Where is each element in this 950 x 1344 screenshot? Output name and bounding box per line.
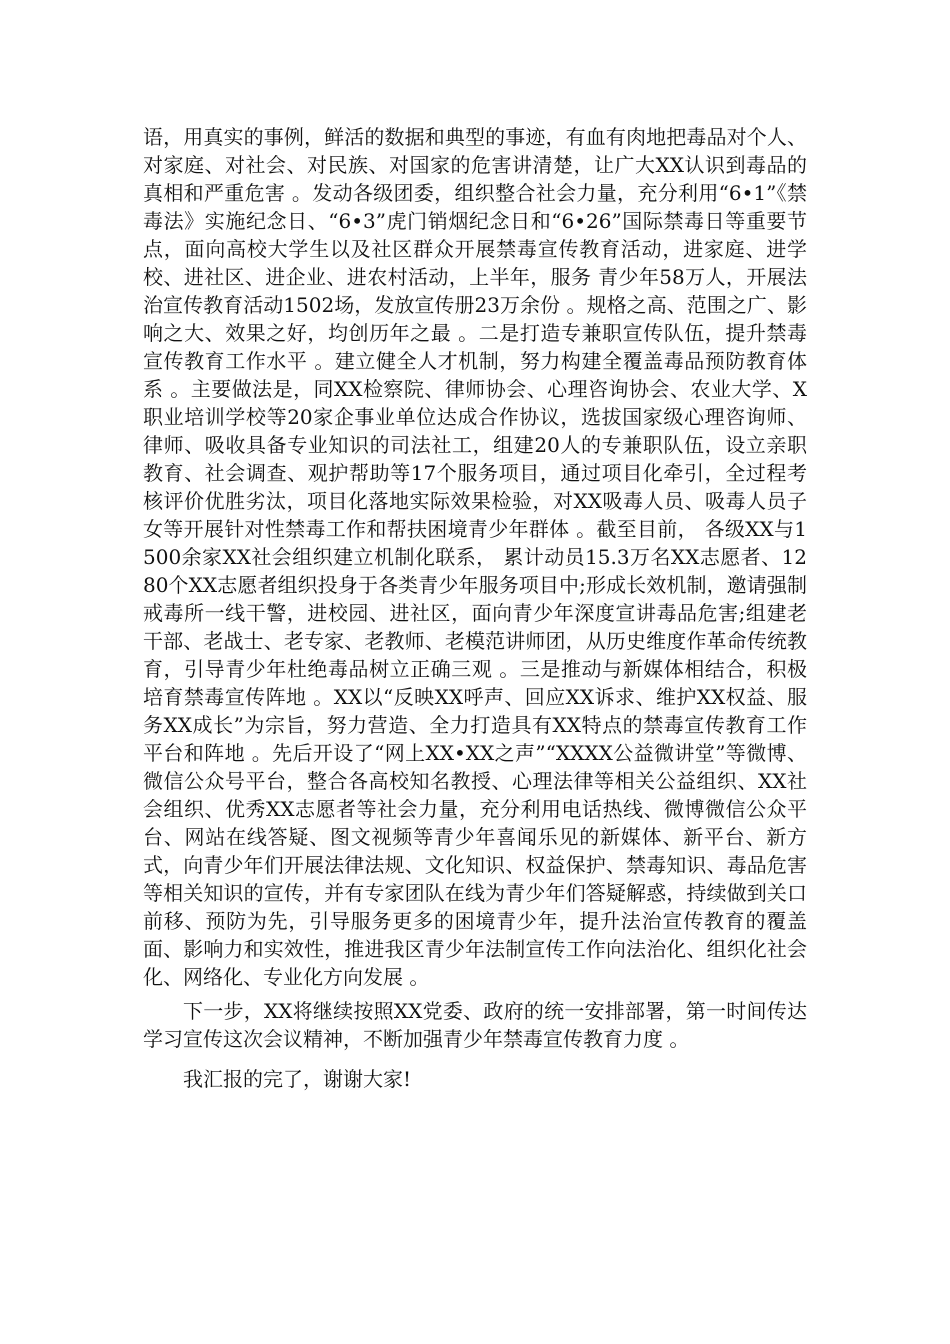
body-paragraph-next-steps: 下一步，XX将继续按照XX党委、政府的统一安排部署，第一时间传达学习宣传这次会议精神，不断加强青少年禁毒宣传教育力度 。 — [143, 999, 807, 1051]
document-body — [143, 123, 807, 1093]
closing-remark: 我汇报的完了，谢谢大家! — [183, 1067, 412, 1091]
body-paragraph-continuation: 语，用真实的事例，鲜活的数据和典型的事迹，有血有肉地把毒品对个人、对家庭、对社会、对民族、对国家的危害讲清楚，让广大XX认识到毒品的真相和严重危害 。发动各级团委，组织整合社会力量，充分利用“6•1”《禁毒法》实施纪念日、“6•3”虎门销烟纪念日和“6•26”国际禁毒日等重要节点，面向高校大学生以及社区群众开展禁毒宣传教育活动，进家庭、进学校、进社区、进企业、进农村活动，上半年，服务 青少年58万人，开展法治宣传教育活动1502场，发放宣传册23万余份 。规格之高、范围之广、影响之大、效果之好，均创历年之最 。二是打造专兼职宣传队伍，提升禁毒宣传教育工作水平 。建立健全人才机制，努力构建全覆盖毒品预防教育体系 。主要做法是，同XX检察院、律师协会、心理咨询协会、农业大学、X职业培训学校等20家企事业单位达成合作协议，选拔国家级心理咨询师、律师、吸收具备专业知识的司法社工，组建20人的专兼职队伍，设立亲职教育、社会调查、观护帮助等17个服务项目，通过项目化牵引，全过程考核评价优胜劣汰，项目化落地实际效果检验，对XX吸毒人员、吸毒人员子女等开展针对性禁毒工作和帮扶困境青少年群体 。截至目前， 各级XX与1500余家XX社会组织建立机制化联系， 累计动员15.3万名XX志愿者、1280个XX志愿者组织投身于各类青少年服务项目中;形成长效机制，邀请强制戒毒所一线干警，进校园、进社区，面向青少年深度宣讲毒品危害;组建老干部、老战士、老专家、老教师、老模范讲师团，从历史维度作革命传统教育，引导青少年杜绝毒品树立正确三观 。三是推动与新媒体相结合，积极培育禁毒宣传阵地 。XX以“反映XX呼声、回应XX诉求、维护XX权益、服务XX成长”为宗旨，努力营造、全力打造具有XX特点的禁毒宣传教育工作平台和阵地 。先后开设了“网上XX•XX之声”“XXXX公益微讲堂”等微博、微信公众号平台，整合各高校知名教授、心理法律等相关公益组织、XX社会组织、优秀XX志愿者等社会力量，充分利用电话热线、微博微信公众平台、网站在线答疑、图文视频等青少年喜闻乐见的新媒体、新平台、新方式，向青少年们开展法律法规、文化知识、权益保护、禁毒知识、毒品危害等相关知识的宣传，并有专家团队在线为青少年们答疑解惑，持续做到关口前移、预防为先，引导服务更多的困境青少年，提升法治宣传教育的覆盖面、影响力和实效性，推进我区青少年法制宣传工作向法治化、组织化社会化、网络化、专业化方向发展 。 — [143, 125, 807, 989]
